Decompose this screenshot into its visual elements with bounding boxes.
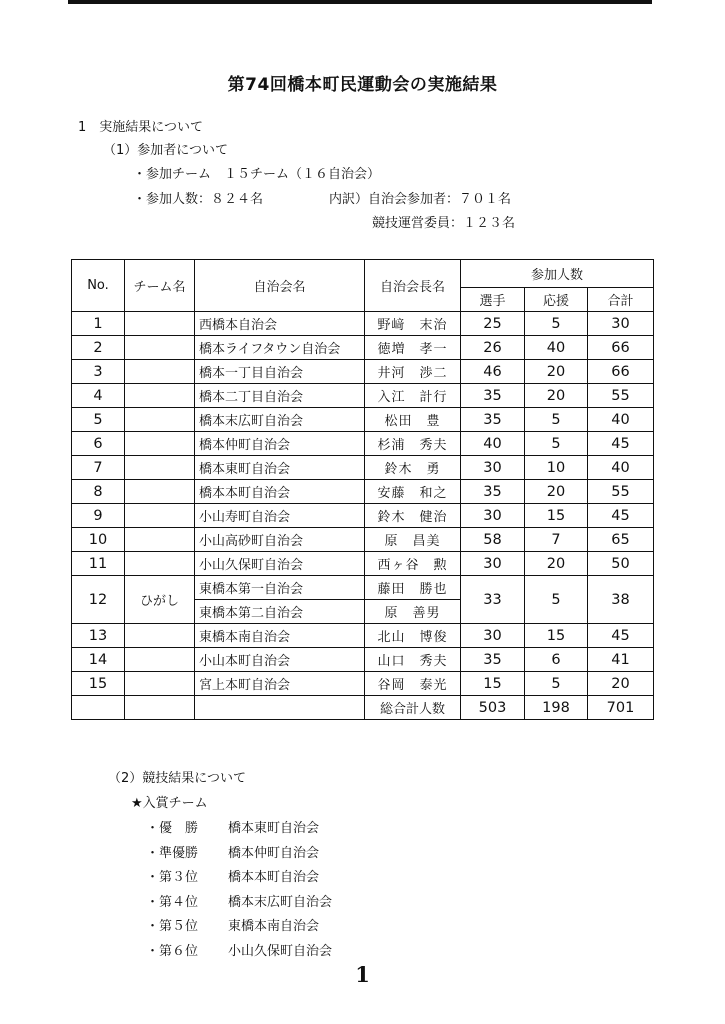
row-support: 5 <box>525 432 588 456</box>
row-no: 2 <box>72 336 125 360</box>
row-players: 25 <box>461 312 525 336</box>
table-row <box>72 408 654 432</box>
summary-empty-assoc <box>195 696 365 720</box>
table-row <box>72 456 654 480</box>
award-rank: ・第３位 <box>146 870 199 885</box>
breakdown-members: 内訳）自治会参加者：７０１名 <box>329 192 512 207</box>
row-chief: 松田 豊 <box>365 408 461 432</box>
row-support: 20 <box>525 552 588 576</box>
row-team <box>125 312 195 336</box>
header-chief: 自治会長名 <box>365 260 461 312</box>
row-total: 55 <box>588 480 654 504</box>
table-row <box>72 624 654 648</box>
row-no: 3 <box>72 360 125 384</box>
row-no: 12 <box>72 576 125 624</box>
row-support: 15 <box>525 504 588 528</box>
table-row <box>72 360 654 384</box>
row-support: 40 <box>525 336 588 360</box>
row-no: 6 <box>72 432 125 456</box>
table-row <box>72 648 654 672</box>
row-total: 30 <box>588 312 654 336</box>
summary-label: 総合計人数 <box>365 696 461 720</box>
award-rank: ・優 勝 <box>146 821 199 836</box>
subsection-heading: （1）参加者について <box>103 143 229 158</box>
summary-total: 701 <box>588 696 654 720</box>
row-chief: 入江 計行 <box>365 384 461 408</box>
row-team <box>125 648 195 672</box>
row-association: 橋本二丁目自治会 <box>195 384 365 408</box>
row-players: 26 <box>461 336 525 360</box>
row-team <box>125 384 195 408</box>
row-players: 30 <box>461 624 525 648</box>
subsection-heading-2: （2）競技結果について <box>108 771 247 786</box>
table-row <box>72 384 654 408</box>
header-support: 応援 <box>525 288 588 312</box>
row-chief: 鈴木 健治 <box>365 504 461 528</box>
row-players: 58 <box>461 528 525 552</box>
summary-players: 503 <box>461 696 525 720</box>
row-total: 45 <box>588 504 654 528</box>
row-team <box>125 456 195 480</box>
row-team <box>125 336 195 360</box>
row-association: 橋本一丁目自治会 <box>195 360 365 384</box>
row-team <box>125 432 195 456</box>
row-no: 1 <box>72 312 125 336</box>
row-total: 66 <box>588 360 654 384</box>
row-association: 宮上本町自治会 <box>195 672 365 696</box>
row-total: 41 <box>588 648 654 672</box>
row-total: 45 <box>588 624 654 648</box>
row-association: 小山本町自治会 <box>195 648 365 672</box>
row-support: 6 <box>525 648 588 672</box>
row-support: 5 <box>525 408 588 432</box>
row-support: 20 <box>525 360 588 384</box>
table-row <box>72 336 654 360</box>
header-association: 自治会名 <box>195 260 365 312</box>
row-chief: 北山 博俊 <box>365 624 461 648</box>
results-table <box>71 259 654 720</box>
row-total: 20 <box>588 672 654 696</box>
table-row <box>72 552 654 576</box>
row-association: 小山寿町自治会 <box>195 504 365 528</box>
table-row <box>72 672 654 696</box>
row-chief: 野﨑 末治 <box>365 312 461 336</box>
row-association: 東橋本南自治会 <box>195 624 365 648</box>
award-heading: ★入賞チーム <box>131 796 208 811</box>
table-row <box>72 528 654 552</box>
row-support: 20 <box>525 480 588 504</box>
award-rank: ・第４位 <box>146 894 199 910</box>
table-row <box>72 312 654 336</box>
row-total: 55 <box>588 384 654 408</box>
breakdown-staff: 競技運営委員：１２３名 <box>372 216 516 231</box>
award-rank: ・準優勝 <box>146 845 199 861</box>
row-no: 15 <box>72 672 125 696</box>
row-association: 橋本末広町自治会 <box>195 408 365 432</box>
row-support: 15 <box>525 624 588 648</box>
award-team: 東橋本南自治会 <box>228 919 320 934</box>
award-team: 橋本仲町自治会 <box>228 845 320 861</box>
row-support: 5 <box>525 576 588 624</box>
row-association: 西橋本自治会 <box>195 312 365 336</box>
row-total: 45 <box>588 432 654 456</box>
participant-count: ・参加人数：８２４名 <box>133 192 264 207</box>
row-chief: 徳増 孝一 <box>365 336 461 360</box>
row-team <box>125 360 195 384</box>
row-association: 東橋本第一自治会 <box>195 576 365 600</box>
row-players: 46 <box>461 360 525 384</box>
row-chief: 谷岡 泰光 <box>365 672 461 696</box>
row-players: 30 <box>461 456 525 480</box>
row-players: 35 <box>461 384 525 408</box>
top-rule <box>68 0 652 4</box>
row-support: 5 <box>525 672 588 696</box>
row-total: 40 <box>588 408 654 432</box>
summary-empty-no <box>72 696 125 720</box>
row-team <box>125 552 195 576</box>
row-team <box>125 528 195 552</box>
summary-support: 198 <box>525 696 588 720</box>
award-team: 橋本東町自治会 <box>228 821 320 836</box>
row-association: 橋本本町自治会 <box>195 480 365 504</box>
page-title: 第74回橋本町民運動会の実施結果 <box>227 75 498 95</box>
summary-row <box>72 696 654 720</box>
row-association: 東橋本第二自治会 <box>195 600 365 624</box>
row-association: 橋本ライフタウン自治会 <box>195 336 365 360</box>
row-support: 7 <box>525 528 588 552</box>
row-team <box>125 408 195 432</box>
row-players: 30 <box>461 504 525 528</box>
section-heading: 1 実施結果について <box>78 120 204 135</box>
award-team: 小山久保町自治会 <box>228 943 333 959</box>
row-total: 65 <box>588 528 654 552</box>
table-row <box>72 576 654 600</box>
row-team <box>125 480 195 504</box>
row-association: 小山久保町自治会 <box>195 552 365 576</box>
header-no: No. <box>72 260 125 312</box>
award-rank: ・第５位 <box>146 919 199 934</box>
row-support: 20 <box>525 384 588 408</box>
award-team: 橋本本町自治会 <box>228 870 320 885</box>
row-chief: 山口 秀夫 <box>365 648 461 672</box>
row-team <box>125 672 195 696</box>
header-participants: 参加人数 <box>461 260 654 288</box>
row-players: 33 <box>461 576 525 624</box>
row-no: 7 <box>72 456 125 480</box>
row-no: 14 <box>72 648 125 672</box>
table-row <box>72 504 654 528</box>
row-players: 30 <box>461 552 525 576</box>
table-row <box>72 432 654 456</box>
row-no: 11 <box>72 552 125 576</box>
row-chief: 鈴木 勇 <box>365 456 461 480</box>
row-no: 5 <box>72 408 125 432</box>
row-no: 13 <box>72 624 125 648</box>
row-total: 38 <box>588 576 654 624</box>
table-row <box>72 480 654 504</box>
row-chief: 安藤 和之 <box>365 480 461 504</box>
award-rank: ・第６位 <box>146 943 199 959</box>
row-association: 小山高砂町自治会 <box>195 528 365 552</box>
row-total: 66 <box>588 336 654 360</box>
teams-line: ・参加チーム １５チーム（１６自治会） <box>133 167 381 182</box>
row-total: 40 <box>588 456 654 480</box>
header-team: チーム名 <box>125 260 195 312</box>
row-chief: 原 善男 <box>365 600 461 624</box>
row-no: 10 <box>72 528 125 552</box>
row-players: 15 <box>461 672 525 696</box>
row-team <box>125 504 195 528</box>
page-number: 1 <box>355 962 370 987</box>
row-association: 橋本東町自治会 <box>195 456 365 480</box>
row-chief: 藤田 勝也 <box>365 576 461 600</box>
row-players: 35 <box>461 408 525 432</box>
row-chief: 原 昌美 <box>365 528 461 552</box>
row-team <box>125 624 195 648</box>
header-players: 選手 <box>461 288 525 312</box>
row-players: 35 <box>461 648 525 672</box>
row-chief: 西ヶ谷 勲 <box>365 552 461 576</box>
row-support: 5 <box>525 312 588 336</box>
header-total: 合計 <box>588 288 654 312</box>
summary-empty-team <box>125 696 195 720</box>
row-chief: 井河 渉二 <box>365 360 461 384</box>
award-team: 橋本末広町自治会 <box>228 894 333 910</box>
row-team: ひがし <box>125 576 195 624</box>
row-players: 40 <box>461 432 525 456</box>
row-support: 10 <box>525 456 588 480</box>
row-association: 橋本仲町自治会 <box>195 432 365 456</box>
row-chief: 杉浦 秀夫 <box>365 432 461 456</box>
row-no: 4 <box>72 384 125 408</box>
row-total: 50 <box>588 552 654 576</box>
row-players: 35 <box>461 480 525 504</box>
row-no: 8 <box>72 480 125 504</box>
row-no: 9 <box>72 504 125 528</box>
